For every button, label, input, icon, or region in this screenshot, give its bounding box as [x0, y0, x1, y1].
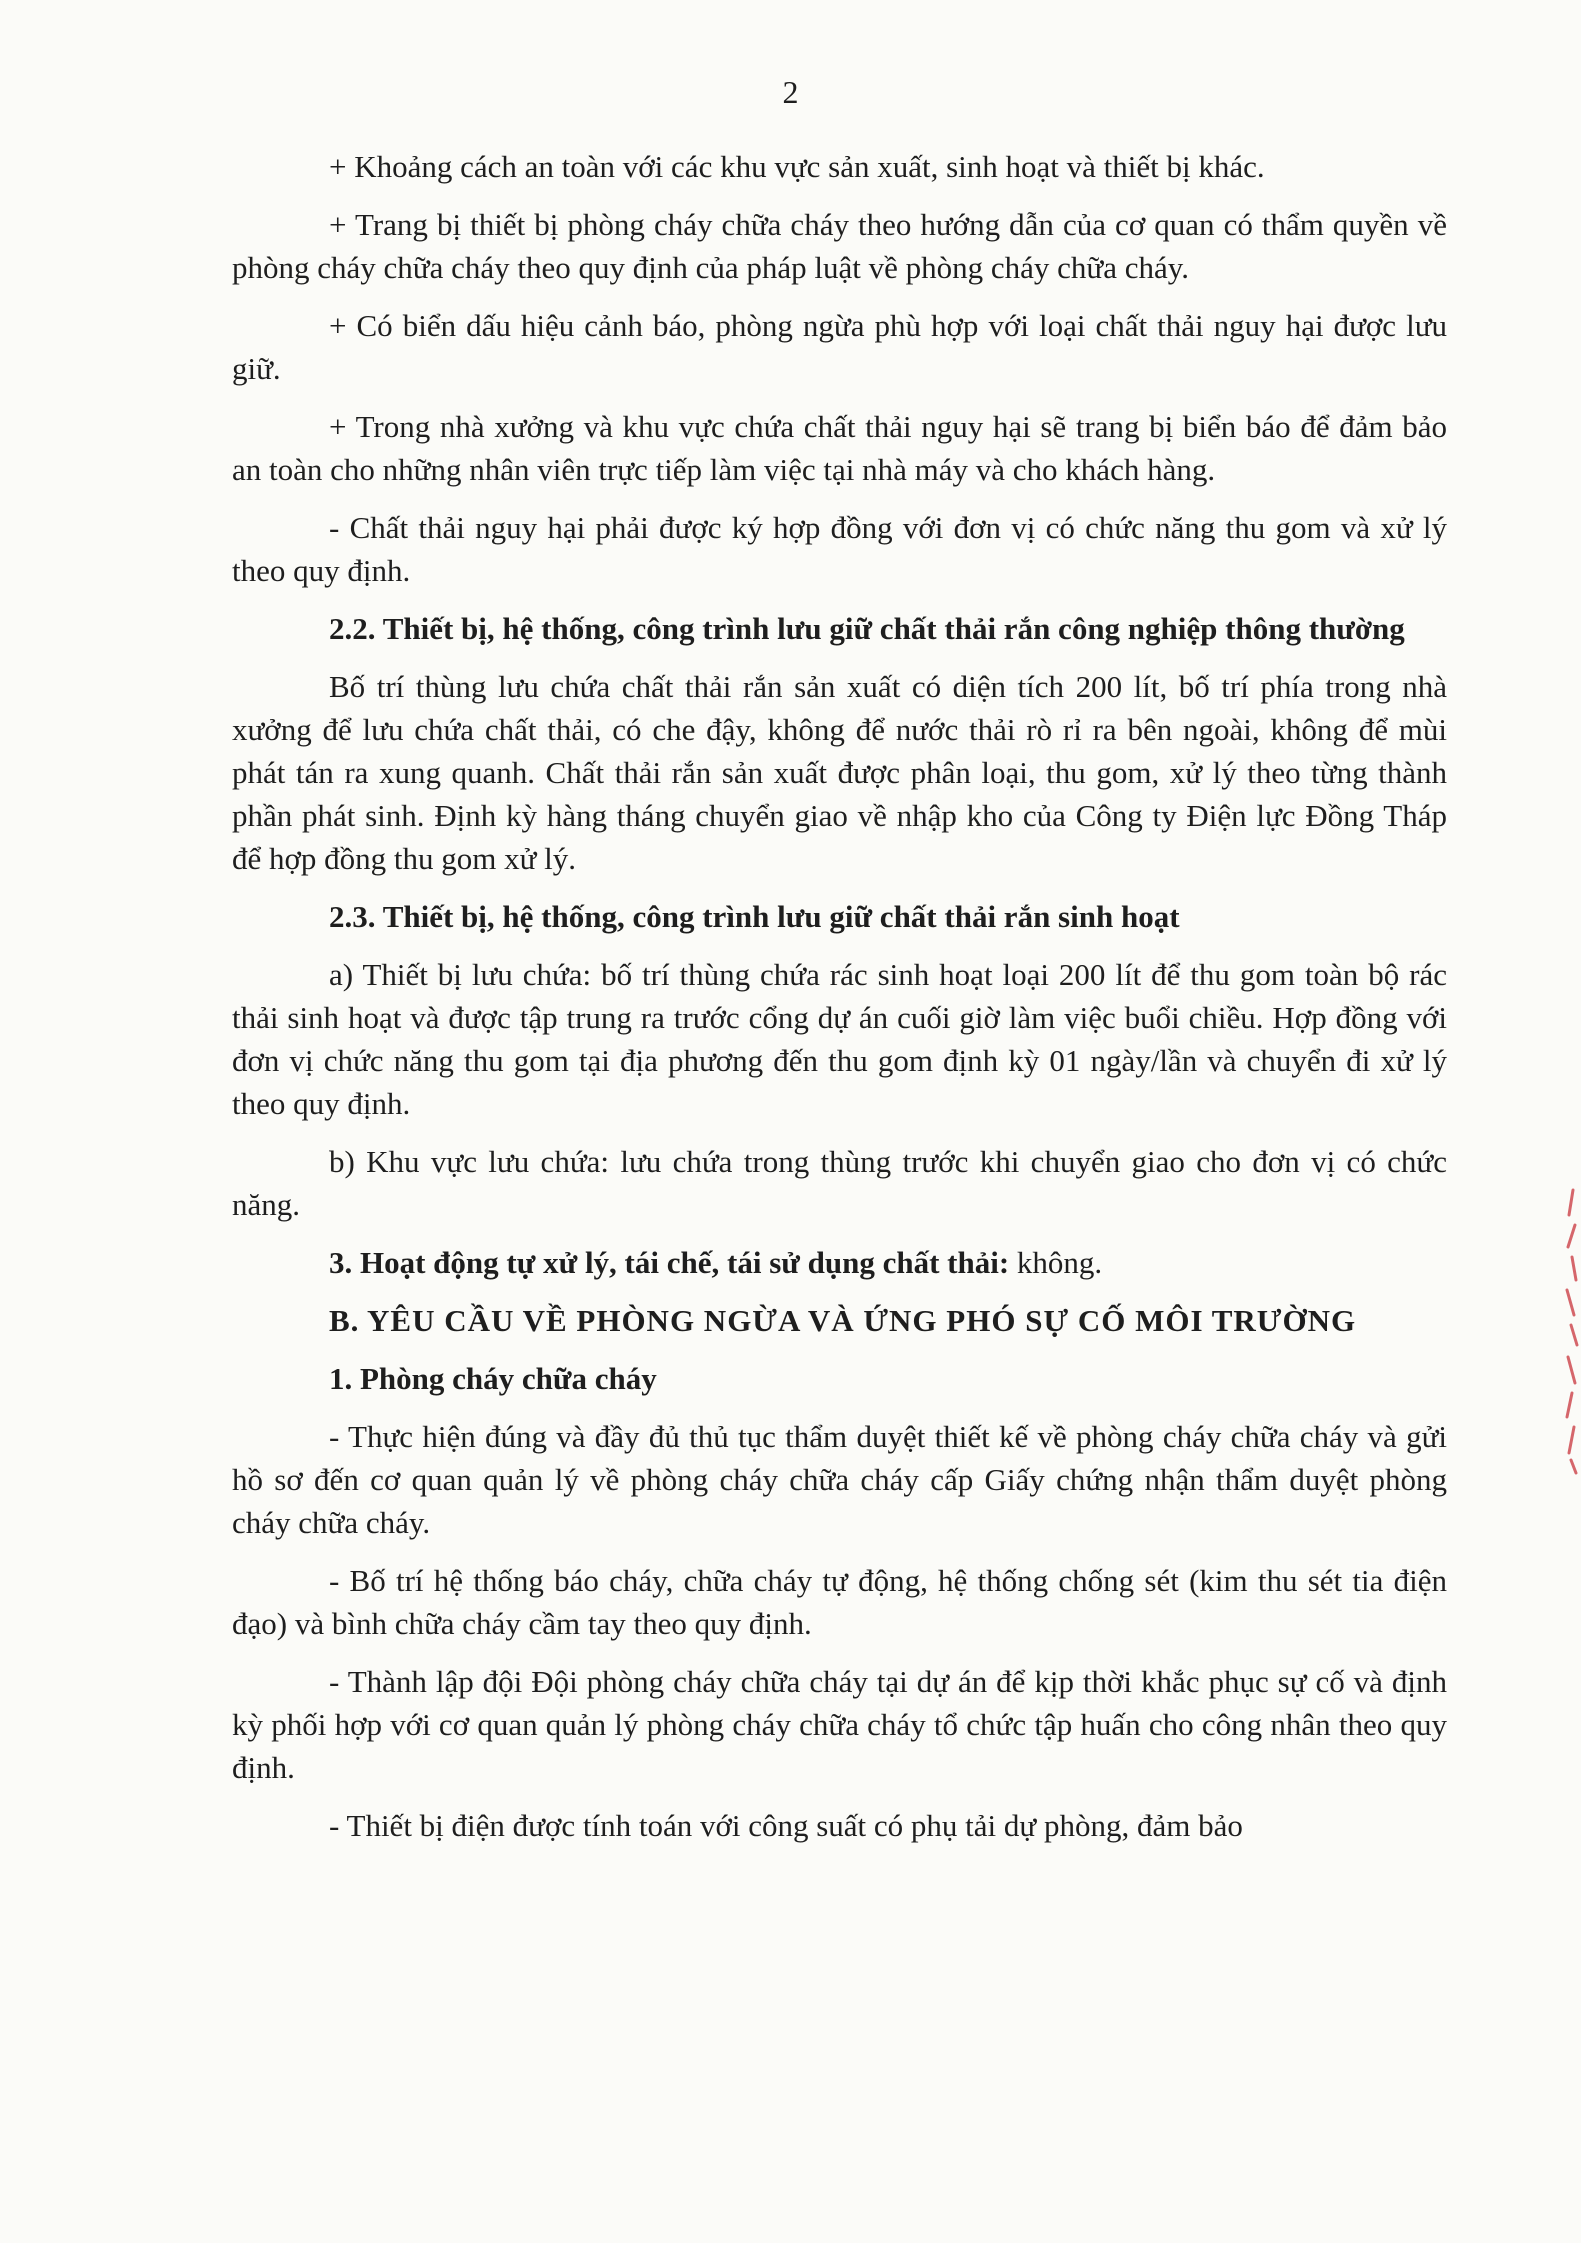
heading-3	[232, 1241, 1447, 1284]
paragraph-fire-system: - Bố trí hệ thống báo cháy, chữa cháy tự động, hệ thống chống sét (kim thu sét tia điện đạo) và bình chữa cháy cầm tay theo quy định.	[232, 1563, 1447, 1641]
heading-3-value: không.	[1009, 1245, 1103, 1280]
paragraph-workshop-signs: + Trong nhà xưởng và khu vực chứa chất thải nguy hại sẽ trang bị biển báo để đảm bảo an toàn cho những nhân viên trực tiếp làm việc tại nhà máy và cho khách hàng.	[232, 409, 1447, 487]
paragraph-fire-equipment: + Trang bị thiết bị phòng cháy chữa cháy theo hướng dẫn của cơ quan có thẩm quyền về phòng cháy chữa cháy theo quy định của pháp luật về phòng cháy chữa cháy.	[232, 207, 1447, 285]
heading-section-b: B. YÊU CẦU VỀ PHÒNG NGỪA VÀ ỨNG PHÓ SỰ CỐ MÔI TRƯỜNG	[329, 1303, 1357, 1338]
paragraph-electrical: - Thiết bị điện được tính toán với công suất có phụ tải dự phòng, đảm bảo	[329, 1808, 1243, 1843]
heading-1-fire: 1. Phòng cháy chữa cháy	[329, 1361, 657, 1396]
paragraph-fire-approval: - Thực hiện đúng và đầy đủ thủ tục thẩm duyệt thiết kế về phòng cháy chữa cháy và gửi hồ sơ đến cơ quan quản lý về phòng cháy chữa cháy cấp Giấy chứng nhận thẩm duyệt phòng cháy chữa cháy.	[232, 1419, 1447, 1540]
paragraph-hazardous-contract: - Chất thải nguy hại phải được ký hợp đồng với đơn vị có chức năng thu gom và xử lý theo quy định.	[232, 510, 1447, 588]
page-number: 2	[782, 74, 799, 110]
paragraph-fire-team: - Thành lập đội Đội phòng cháy chữa cháy tại dự án để kịp thời khắc phục sự cố và định kỳ phối hợp với cơ quan quản lý phòng cháy chữa cháy tổ chức tập huấn cho công nhân theo quy định.	[232, 1664, 1447, 1785]
stamp-edge-mark	[1559, 1185, 1581, 1475]
paragraph-industrial-waste: Bố trí thùng lưu chứa chất thải rắn sản xuất có diện tích 200 lít, bố trí phía trong nhà xưởng để lưu chứa chất thải, có che đậy, không để nước thải rò rỉ ra bên ngoài, không để mùi phát tán ra xung quanh. Chất thải rắn sản xuất được phân loại, thu gom, xử lý theo từng thành phần phát sinh. Định kỳ hàng tháng chuyển giao về nhập kho của Công ty Điện lực Đồng Tháp để hợp đồng thu gom xử lý.	[232, 669, 1447, 876]
paragraph-safety-distance: + Khoảng cách an toàn với các khu vực sản xuất, sinh hoạt và thiết bị khác.	[329, 149, 1265, 184]
heading-2-3: 2.3. Thiết bị, hệ thống, công trình lưu giữ chất thải rắn sinh hoạt	[329, 899, 1180, 934]
paragraph-storage-area: b) Khu vực lưu chứa: lưu chứa trong thùng trước khi chuyển giao cho đơn vị có chức năng.	[232, 1144, 1447, 1222]
paragraph-warning-signs: + Có biển dấu hiệu cảnh báo, phòng ngừa phù hợp với loại chất thải nguy hại được lưu giữ.	[232, 308, 1447, 386]
heading-2-2: 2.2. Thiết bị, hệ thống, công trình lưu giữ chất thải rắn công nghiệp thông thường	[329, 611, 1405, 646]
paragraph-storage-equipment: a) Thiết bị lưu chứa: bố trí thùng chứa rác sinh hoạt loại 200 lít để thu gom toàn bộ rác thải sinh hoạt và được tập trung ra trước cổng dự án cuối giờ làm việc buổi chiều. Hợp đồng với đơn vị chức năng thu gom tại địa phương đến thu gom định kỳ 01 ngày/lần và chuyển đi xử lý theo quy định.	[232, 957, 1447, 1121]
heading-3-label: 3. Hoạt động tự xử lý, tái chế, tái sử dụng chất thải:	[329, 1245, 1010, 1280]
document-body	[232, 145, 1447, 1862]
